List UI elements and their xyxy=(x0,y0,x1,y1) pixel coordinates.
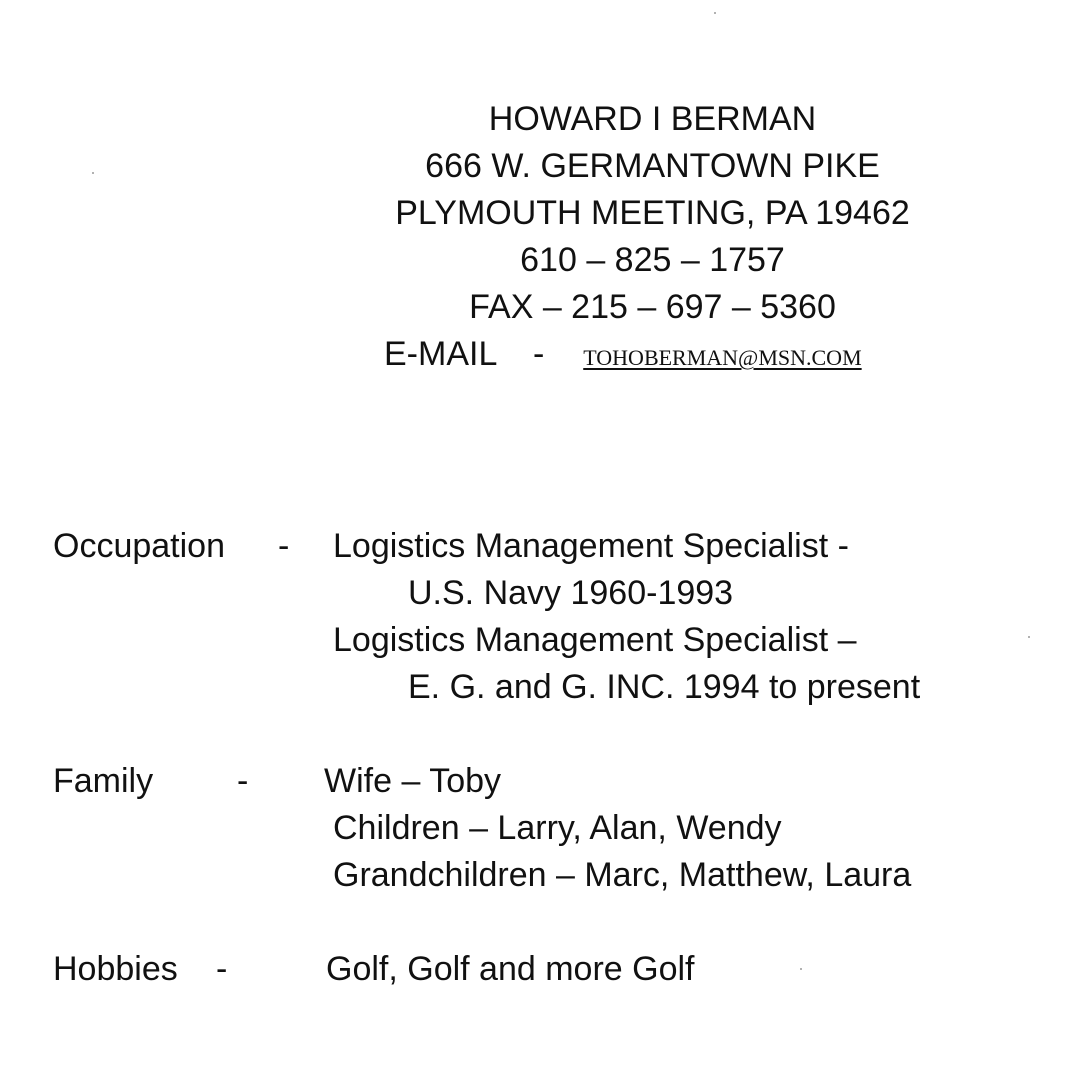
scan-speck xyxy=(1028,636,1030,638)
occupation-line-4: E. G. and G. INC. 1994 to present xyxy=(408,668,921,706)
email-label: E-MAIL xyxy=(384,335,497,373)
contact-name: HOWARD I BERMAN xyxy=(488,100,817,138)
family-separator: - xyxy=(237,762,249,800)
family-wife: Wife – Toby xyxy=(324,762,502,800)
hobbies-separator: - xyxy=(216,950,228,988)
contact-city: PLYMOUTH MEETING, PA 19462 xyxy=(395,194,910,232)
email-address-link[interactable]: TOHOBERMAN@MSN.COM xyxy=(583,345,862,370)
occupation-line-1: Logistics Management Specialist - xyxy=(333,527,849,565)
scan-speck xyxy=(92,172,94,174)
family-grandchildren: Grandchildren – Marc, Matthew, Laura xyxy=(333,856,912,894)
occupation-line-3: Logistics Management Specialist – xyxy=(333,621,857,659)
hobbies-label: Hobbies xyxy=(53,950,178,988)
contact-street: 666 W. GERMANTOWN PIKE xyxy=(425,147,880,185)
occupation-label: Occupation xyxy=(53,527,225,565)
family-children: Children – Larry, Alan, Wendy xyxy=(333,809,782,847)
contact-phone: 610 – 825 – 1757 xyxy=(520,241,785,279)
hobbies-value: Golf, Golf and more Golf xyxy=(326,950,695,988)
contact-email-line xyxy=(300,331,1005,381)
occupation-separator: - xyxy=(278,527,290,565)
scan-speck xyxy=(714,12,716,14)
scan-speck xyxy=(800,968,802,970)
contact-header xyxy=(300,96,1005,381)
contact-fax: FAX – 215 – 697 – 5360 xyxy=(469,288,836,326)
family-label: Family xyxy=(53,762,154,800)
email-separator: - xyxy=(533,335,545,373)
occupation-line-2: U.S. Navy 1960-1993 xyxy=(408,574,734,612)
